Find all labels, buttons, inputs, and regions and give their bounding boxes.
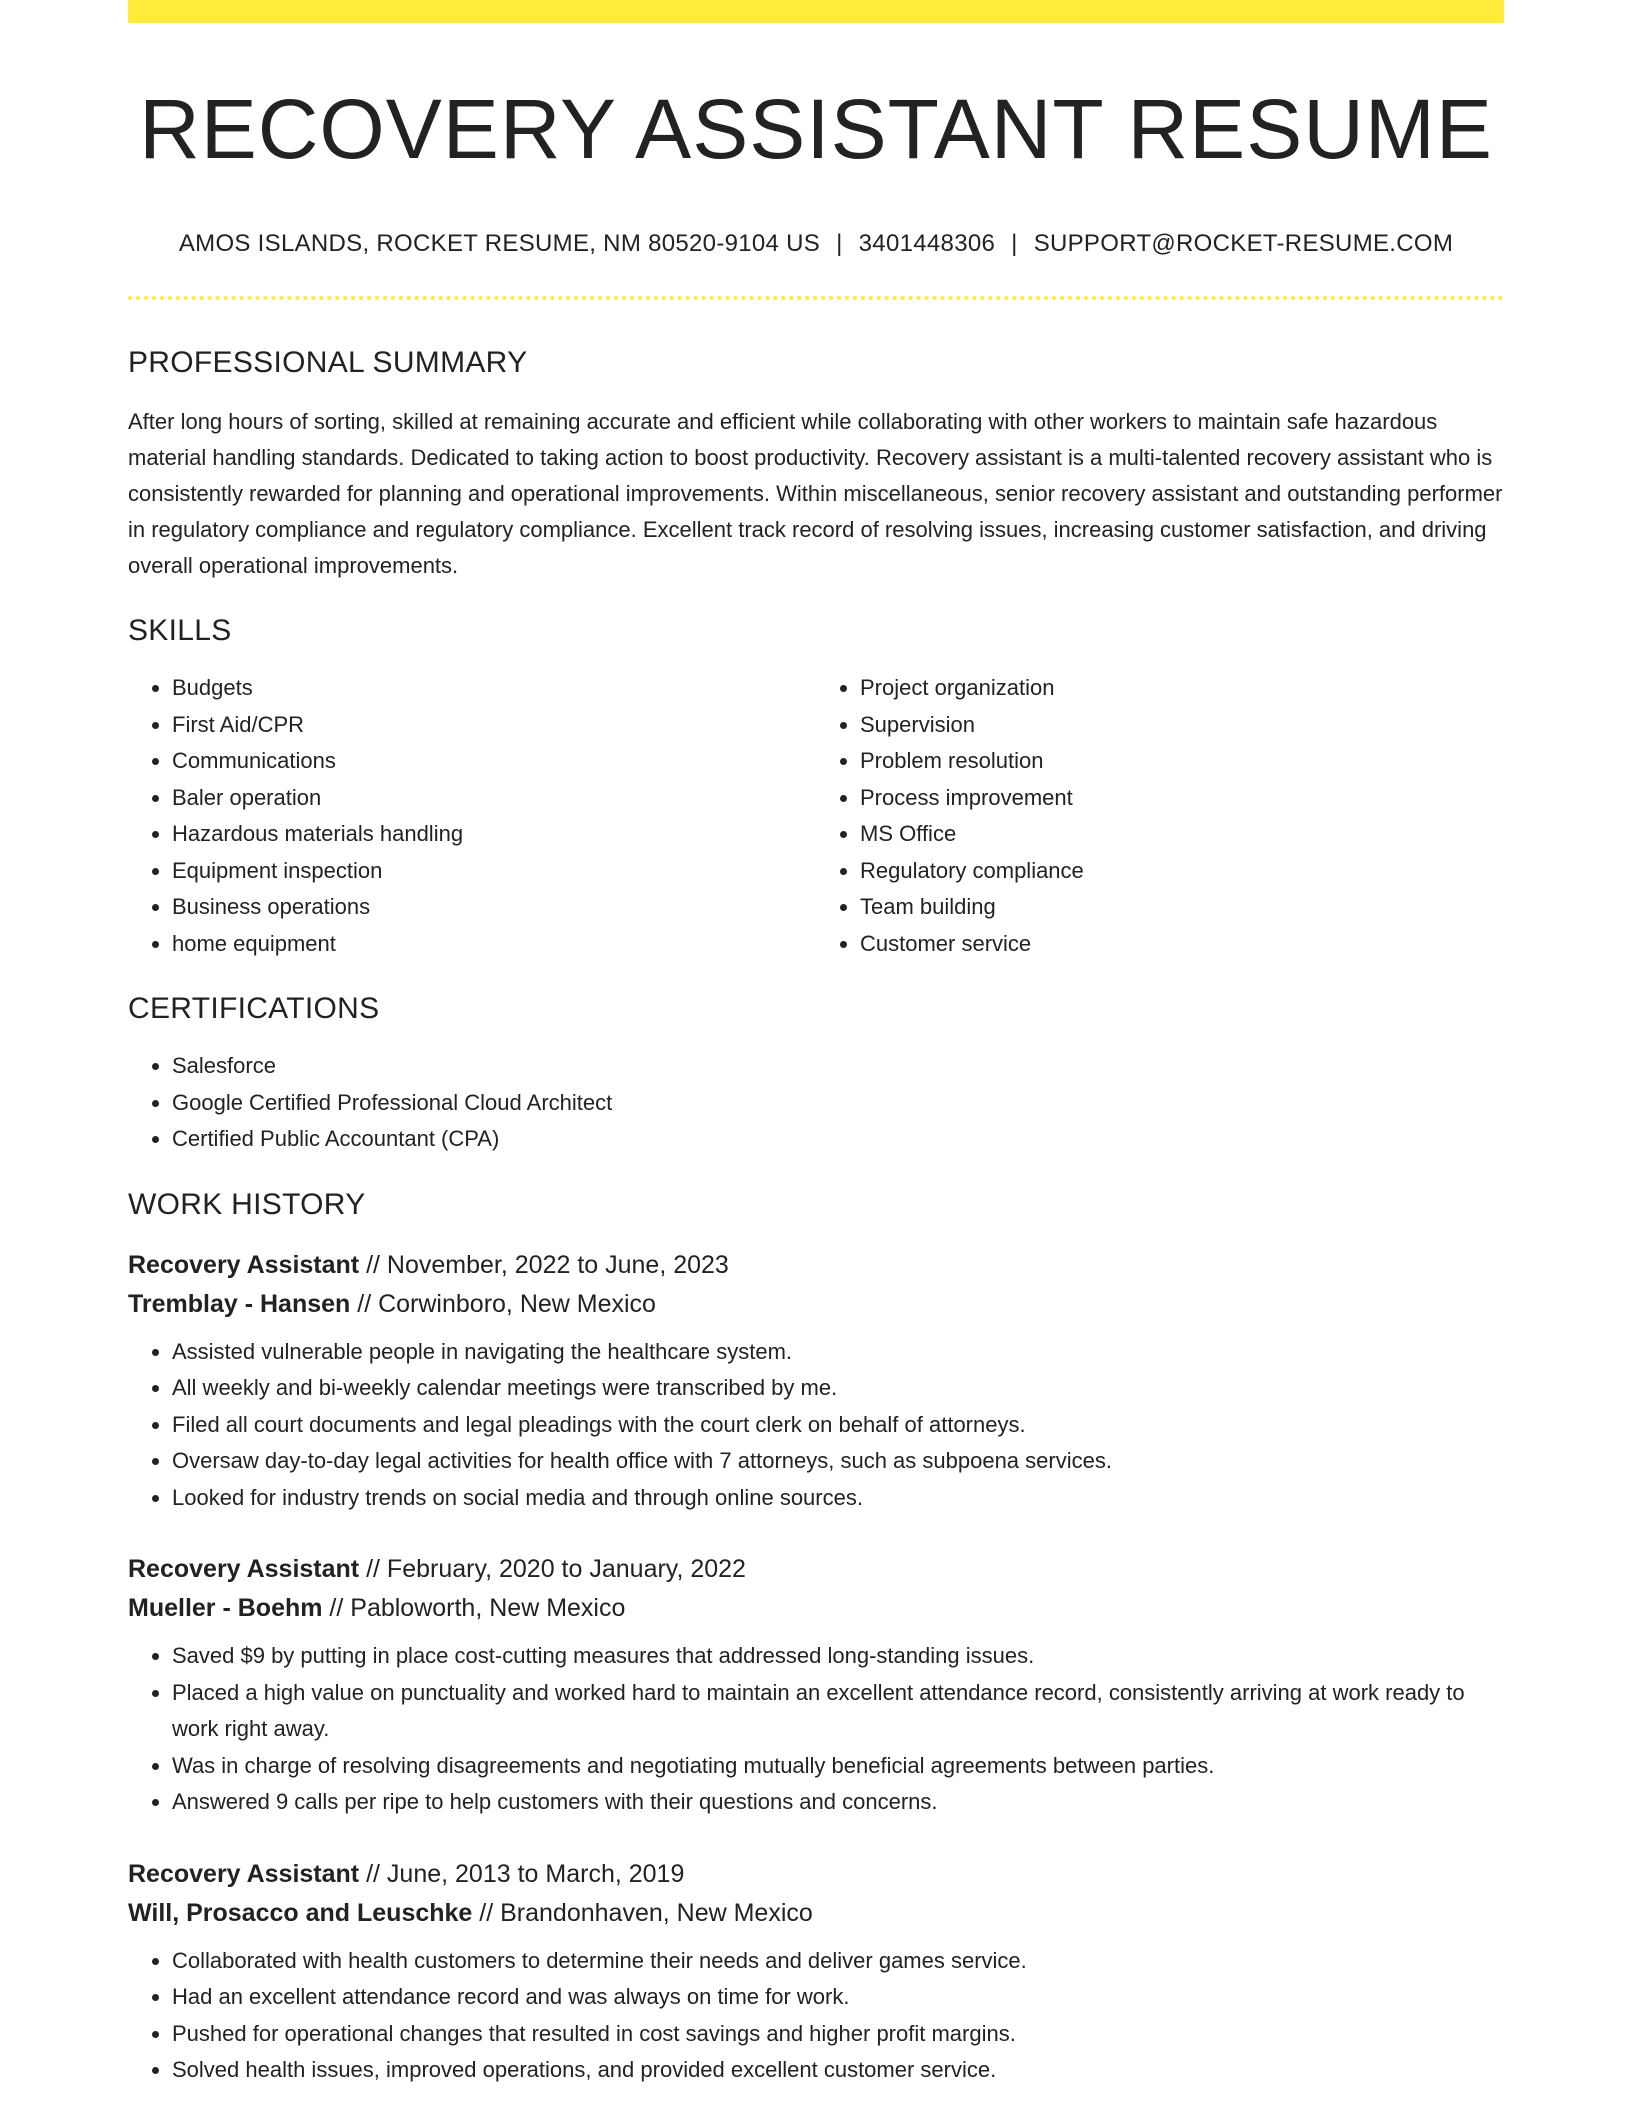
certification-item: • Certified Public Accountant (CPA) — [172, 1121, 1504, 1158]
job-dates: // February, 2020 to January, 2022 — [359, 1555, 746, 1584]
job-bullet: • Had an excellent attendance record and was always on time for work. — [172, 1979, 1504, 2016]
summary-heading: PROFESSIONAL SUMMARY — [128, 346, 528, 380]
job-bullet: • All weekly and bi-weekly calendar meetings were transcribed by me. — [172, 1370, 1504, 1407]
contact-line — [128, 230, 1504, 258]
job-bullets — [128, 1334, 1504, 1517]
skills-list-left — [128, 670, 816, 962]
job-location: // Brandonhaven, New Mexico — [472, 1898, 813, 1927]
job-company-line — [128, 1285, 1504, 1324]
job-entry — [128, 1855, 1504, 2089]
skill-item: • Baler operation — [172, 780, 816, 817]
resume-page — [128, 0, 1504, 2089]
top-accent-bar — [128, 0, 1504, 23]
skills-list-right — [816, 670, 1504, 962]
job-location: // Pabloworth, New Mexico — [322, 1594, 626, 1623]
job-bullets — [128, 1638, 1504, 1821]
skills-section — [128, 614, 1504, 962]
job-location: // Corwinboro, New Mexico — [350, 1289, 656, 1318]
job-bullet: • Answered 9 calls per ripe to help customers with their questions and concerns. — [172, 1784, 1504, 1821]
job-title: Recovery Assistant — [128, 1859, 360, 1888]
skills-heading: SKILLS — [128, 614, 232, 648]
skill-item: • Project organization — [860, 670, 1504, 707]
contact-email: SUPPORT@ROCKET-RESUME.COM — [1033, 230, 1454, 258]
job-title: Recovery Assistant — [128, 1250, 360, 1279]
job-bullet: • Collaborated with health customers to determine their needs and deliver games service. — [172, 1943, 1504, 1980]
job-company: Tremblay - Hansen — [128, 1289, 351, 1318]
skill-item: • Regulatory compliance — [860, 853, 1504, 890]
certifications-heading: CERTIFICATIONS — [128, 992, 380, 1026]
jobs-container — [128, 1246, 1504, 2089]
certifications-list — [128, 1048, 1504, 1158]
skill-item: • Business operations — [172, 889, 816, 926]
job-dates: // November, 2022 to June, 2023 — [359, 1250, 729, 1279]
job-bullet: • Placed a high value on punctuality and worked hard to maintain an excellent attendance record, consistently arriving at work ready to work right away. — [172, 1675, 1504, 1748]
job-company: Mueller - Boehm — [128, 1594, 323, 1623]
skill-item: • MS Office — [860, 816, 1504, 853]
contact-address: AMOS ISLANDS, ROCKET RESUME, NM 80520-9104 US — [178, 230, 821, 258]
job-company: Will, Prosacco and Leuschke — [128, 1898, 473, 1927]
work-history-heading: WORK HISTORY — [128, 1187, 366, 1221]
job-company-line — [128, 1589, 1504, 1628]
job-bullet: • Solved health issues, improved operations, and provided excellent customer service. — [172, 2052, 1504, 2089]
skill-item: • Supervision — [860, 707, 1504, 744]
work-history-section — [128, 1188, 1504, 2089]
job-title: Recovery Assistant — [128, 1555, 360, 1584]
contact-phone: 3401448306 — [858, 230, 996, 258]
skill-item: • Team building — [860, 889, 1504, 926]
job-bullet: • Oversaw day-to-day legal activities for health office with 7 attorneys, such as subpoena services. — [172, 1443, 1504, 1480]
job-bullet: • Saved $9 by putting in place cost-cutting measures that addressed long-standing issues. — [172, 1638, 1504, 1675]
skill-item: • Communications — [172, 743, 816, 780]
skill-item: • Budgets — [172, 670, 816, 707]
job-bullet: • Pushed for operational changes that resulted in cost savings and higher profit margins. — [172, 2016, 1504, 2053]
skill-item: • First Aid/CPR — [172, 707, 816, 744]
skill-item: • Problem resolution — [860, 743, 1504, 780]
dotted-divider — [128, 296, 1504, 300]
job-title-line — [128, 1550, 1504, 1589]
contact-separator: | — [1011, 230, 1018, 258]
skill-item: • Equipment inspection — [172, 853, 816, 890]
contact-separator: | — [836, 230, 843, 258]
job-title-line — [128, 1855, 1504, 1894]
job-bullet: • Assisted vulnerable people in navigating the healthcare system. — [172, 1334, 1504, 1371]
job-entry — [128, 1246, 1504, 1517]
certification-item: • Google Certified Professional Cloud Architect — [172, 1085, 1504, 1122]
certification-item: • Salesforce — [172, 1048, 1504, 1085]
resume-title: RECOVERY ASSISTANT RESUME — [139, 82, 1493, 176]
job-bullets — [128, 1943, 1504, 2089]
skill-item: • Process improvement — [860, 780, 1504, 817]
certifications-section — [128, 992, 1504, 1158]
job-company-line — [128, 1894, 1504, 1933]
job-bullet: • Looked for industry trends on social media and through online sources. — [172, 1480, 1504, 1517]
job-title-line — [128, 1246, 1504, 1285]
summary-section — [128, 346, 1504, 584]
job-entry — [128, 1550, 1504, 1821]
summary-text: After long hours of sorting, skilled at remaining accurate and efficient while collaborating with other workers to maintain safe hazardous material handling standards. Dedicated to taking action to boost productivity. Recovery assistant is a multi-talented recovery assistant who is consistently rewarded for planning and operational improvements. Within miscellaneous, senior recovery assistant and outstanding performer in regulatory compliance and regulatory compliance. Excellent track record of resolving issues, increasing customer satisfaction, and driving overall operational improvements. — [128, 409, 1503, 579]
skill-item: • home equipment — [172, 926, 816, 963]
job-bullet: • Was in charge of resolving disagreements and negotiating mutually beneficial agreements between parties. — [172, 1748, 1504, 1785]
job-bullet: • Filed all court documents and legal pleadings with the court clerk on behalf of attorneys. — [172, 1407, 1504, 1444]
skill-item: • Hazardous materials handling — [172, 816, 816, 853]
skills-grid — [128, 670, 1504, 962]
skill-item: • Customer service — [860, 926, 1504, 963]
job-dates: // June, 2013 to March, 2019 — [359, 1859, 685, 1888]
